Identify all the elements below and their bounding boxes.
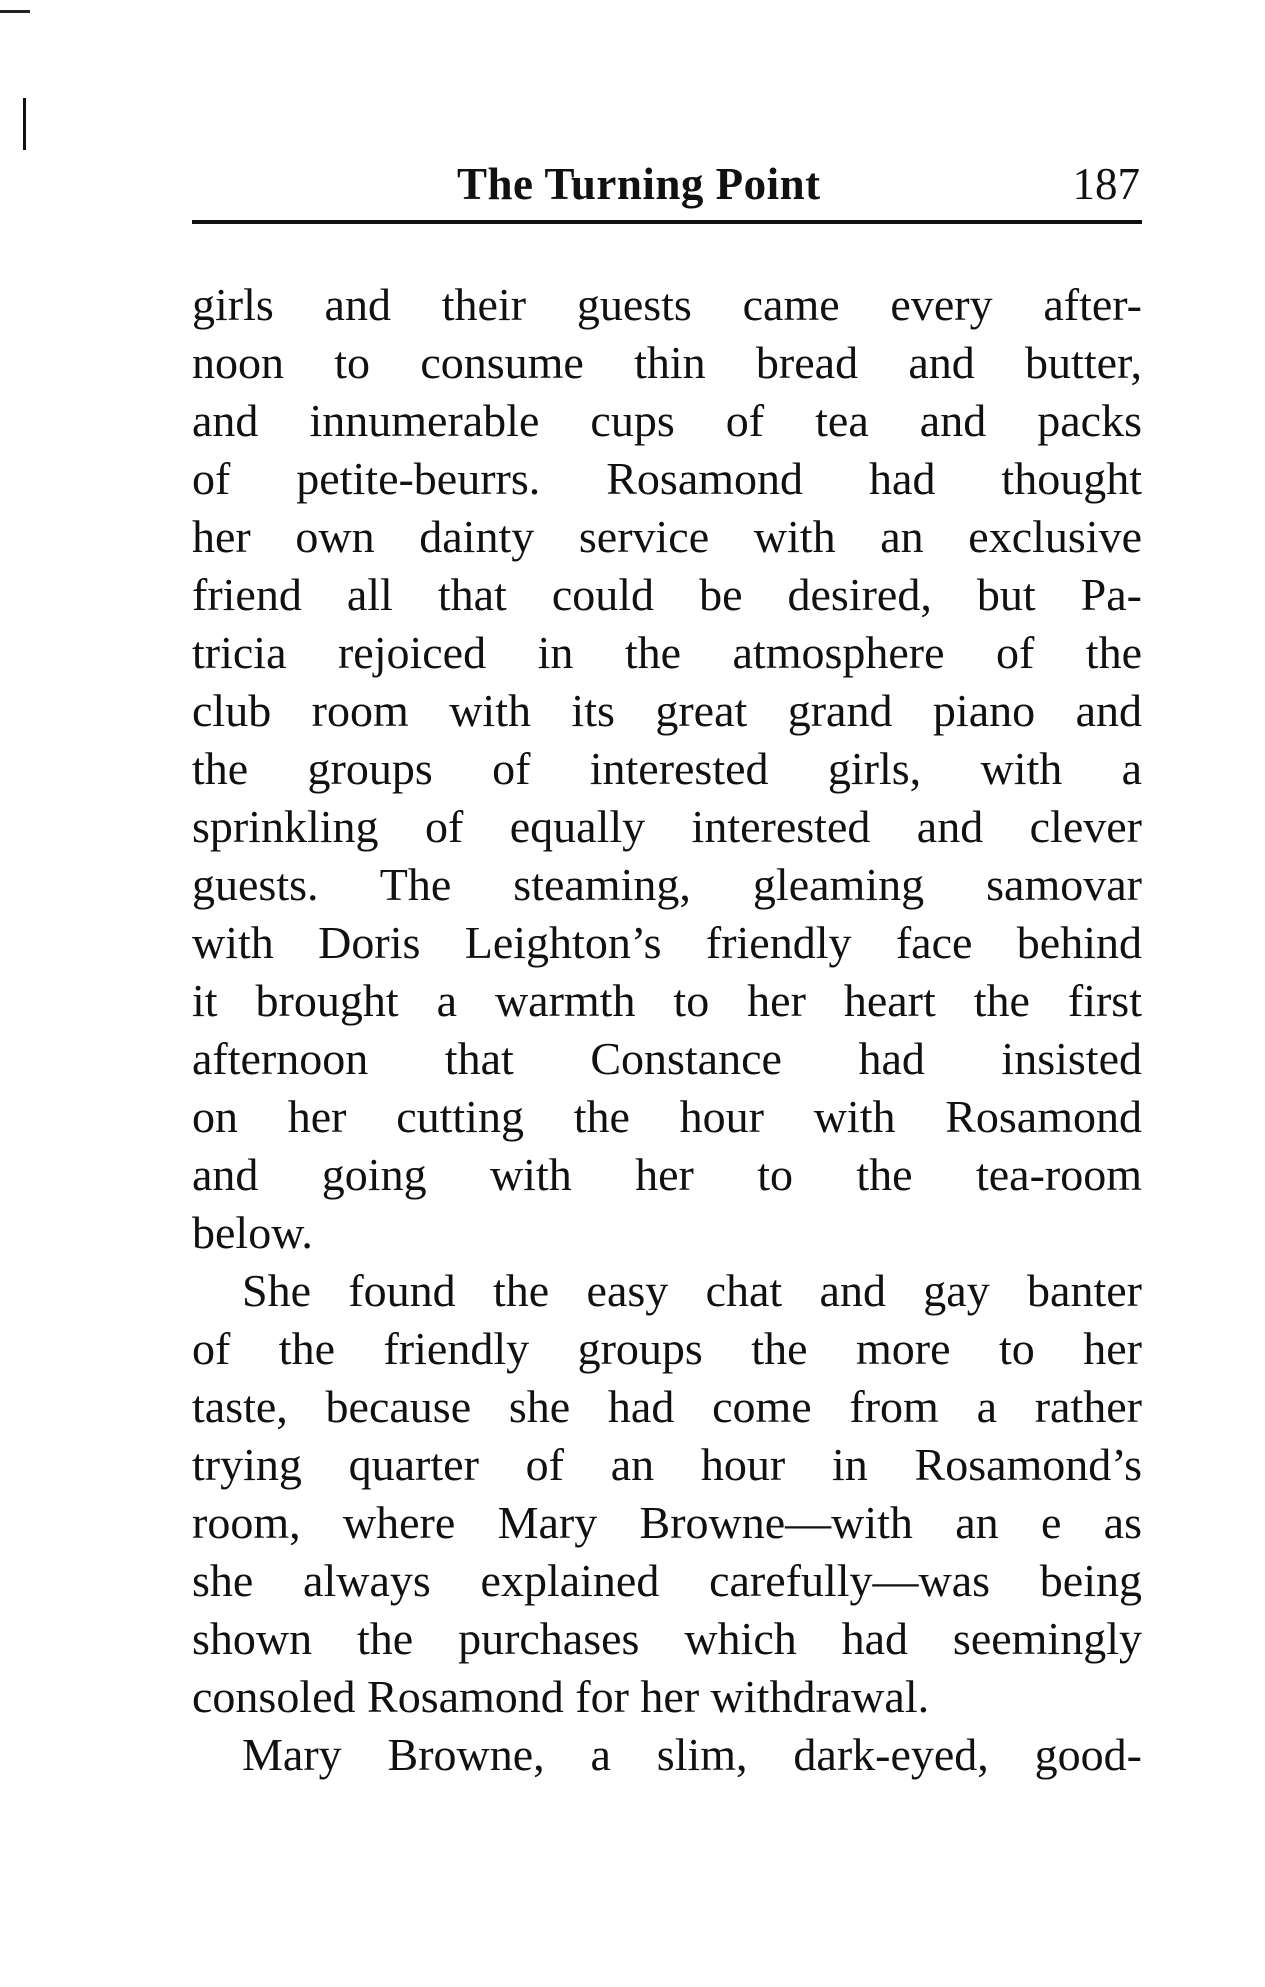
text-line: taste, because she had come from a rather: [192, 1381, 1142, 1432]
scan-mark-top: [0, 10, 30, 13]
body-text: [192, 276, 1142, 1784]
text-line: below.: [192, 1207, 313, 1258]
text-line: room, where Mary Browne—with an e as: [192, 1497, 1142, 1548]
text-line: it brought a warmth to her heart the first: [192, 975, 1142, 1026]
running-header: [192, 150, 1142, 224]
text-line: afternoon that Constance had insisted: [192, 1033, 1142, 1084]
text-line: She found the easy chat and gay banter: [242, 1265, 1142, 1316]
text-line: sprinkling of equally interested and clever: [192, 801, 1142, 852]
running-title: The Turning Point: [457, 159, 821, 209]
text-line: tricia rejoiced in the atmosphere of the: [192, 627, 1142, 678]
text-line: trying quarter of an hour in Rosamond’s: [192, 1439, 1142, 1490]
text-line: shown the purchases which had seemingly: [192, 1613, 1142, 1664]
scan-mark-left: [23, 98, 26, 150]
text-line: Mary Browne, a slim, dark-eyed, good-: [242, 1729, 1142, 1780]
text-line: girls and their guests came every after-: [192, 279, 1142, 330]
text-line: the groups of interested girls, with a: [192, 743, 1142, 794]
text-line: with Doris Leighton’s friendly face behind: [192, 917, 1142, 968]
text-line: and going with her to the tea-room: [192, 1149, 1142, 1200]
text-line: of the friendly groups the more to her: [192, 1323, 1142, 1374]
text-line: her own dainty service with an exclusive: [192, 511, 1142, 562]
text-line: consoled Rosamond for her withdrawal.: [192, 1671, 930, 1722]
text-line: of petite-beurrs. Rosamond had thought: [192, 453, 1142, 504]
text-line: friend all that could be desired, but Pa-: [192, 569, 1142, 620]
page-number: 187: [1072, 159, 1140, 209]
text-line: she always explained carefully—was being: [192, 1555, 1142, 1606]
text-line: on her cutting the hour with Rosamond: [192, 1091, 1142, 1142]
text-line: noon to consume thin bread and butter,: [192, 337, 1142, 388]
text-line: club room with its great grand piano and: [192, 685, 1142, 736]
text-line: guests. The steaming, gleaming samovar: [192, 859, 1142, 910]
text-line: and innumerable cups of tea and packs: [192, 395, 1142, 446]
